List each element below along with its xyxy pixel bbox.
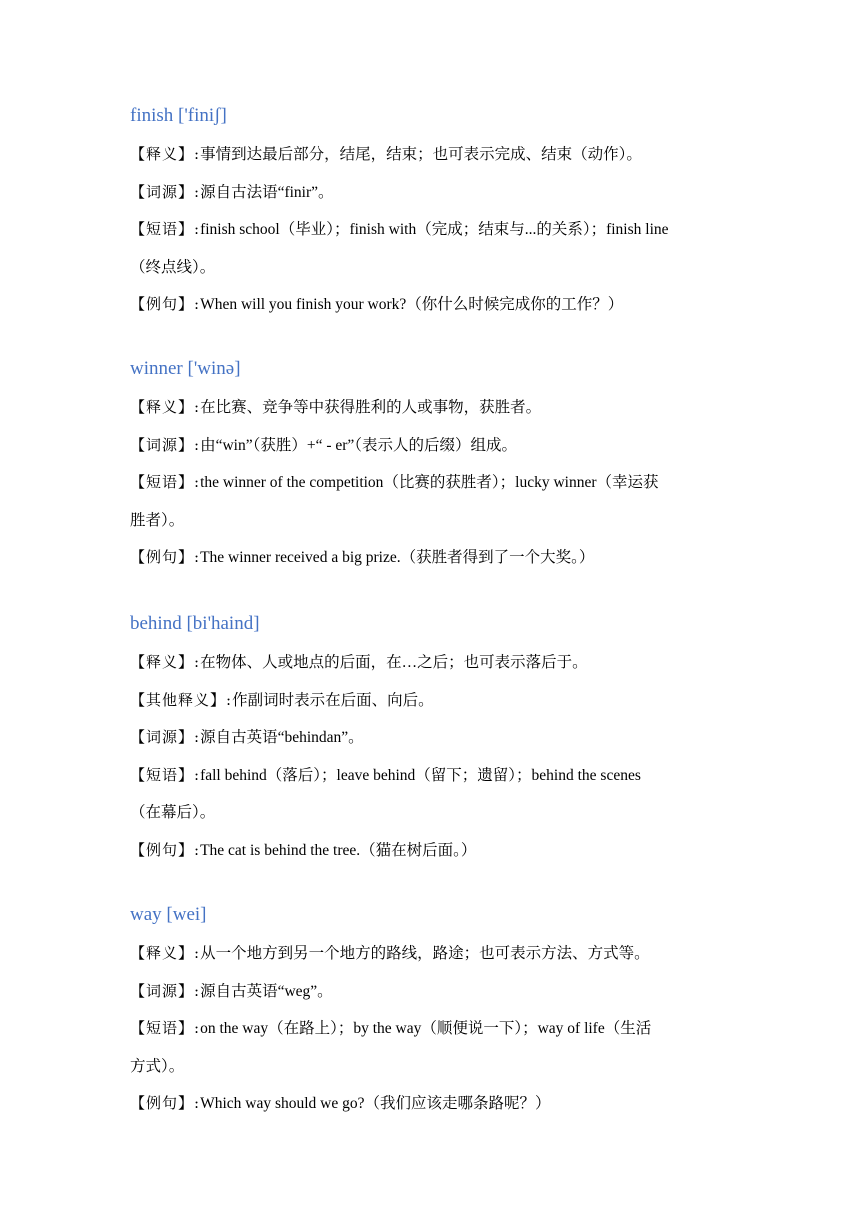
etymology-text: 源自古法语“finir”。	[200, 183, 334, 201]
label-phrases: 【短语】:	[130, 765, 201, 784]
headword: behind [bi'haind]	[130, 613, 260, 634]
label-example: 【例句】:	[130, 548, 201, 566]
etymology-text: 由“win”（获胜）+“ - er”（表示人的后缀）组成。	[200, 436, 518, 454]
definition-text: 事情到达最后部分，结尾，结束；也可表示完成、结束（动作）。	[200, 146, 642, 163]
definition-text: 在物体、人或地点的后面，在…之后；也可表示落后于。	[200, 654, 588, 671]
label-definition: 【释义】:	[130, 398, 201, 416]
phrases-line	[130, 211, 740, 249]
phrases-line-continued	[130, 1048, 740, 1086]
label-other-definition: 【其他释义】:	[130, 690, 233, 709]
label-example: 【例句】:	[130, 840, 201, 859]
example-text: The cat is behind the tree.（猫在树后面。）	[200, 841, 477, 859]
phrases-text-continued: 方式）。	[130, 1057, 185, 1075]
phrases-line-continued	[130, 249, 740, 287]
phrases-line	[130, 464, 740, 502]
phrases-text: finish school（毕业）；finish with（完成；结束与...的关系）；finish line	[200, 221, 669, 238]
example-text: Which way should we go?（我们应该走哪条路呢？）	[200, 1095, 551, 1112]
definition-text: 在比赛、竞争等中获得胜利的人或事物，获胜者。	[200, 399, 542, 416]
phrases-text: on the way（在路上）；by the way（顺便说一下）；way of life（生活	[200, 1020, 652, 1037]
definition-line	[130, 389, 740, 427]
phrases-line	[130, 757, 740, 795]
label-phrases: 【短语】:	[130, 220, 201, 238]
etymology-line	[130, 719, 740, 757]
label-definition: 【释义】:	[130, 653, 201, 671]
label-example: 【例句】:	[130, 1094, 201, 1112]
phrases-line	[130, 1010, 740, 1048]
example-line	[130, 539, 740, 577]
definition-text: 从一个地方到另一个地方的路线，路途；也可表示方法、方式等。	[200, 945, 650, 962]
phrases-line-continued	[130, 794, 740, 832]
entry-way	[130, 903, 740, 1123]
phrases-text-continued: 胜者）。	[130, 511, 185, 529]
example-text: When will you finish your work?（你什么时候完成你的工作？）	[200, 296, 624, 313]
definition-line	[130, 644, 740, 682]
etymology-text: 源自古英语“weg”。	[200, 982, 333, 1000]
headword: finish ['finiʃ]	[130, 105, 227, 126]
etymology-line	[130, 174, 740, 212]
other-definition-line	[130, 682, 740, 720]
example-line	[130, 832, 740, 870]
label-phrases: 【短语】:	[130, 1019, 201, 1037]
phrases-text: fall behind（落后）；leave behind（留下；遗留）；behind the scenes	[200, 766, 641, 784]
example-line	[130, 1085, 740, 1123]
example-text: The winner received a big prize.（获胜者得到了一个大奖。）	[200, 549, 595, 566]
label-definition: 【释义】:	[130, 944, 201, 962]
label-definition: 【释义】:	[130, 145, 201, 163]
entry-behind	[130, 612, 740, 869]
phrases-text-continued: （终点线）。	[130, 258, 216, 276]
example-line	[130, 286, 740, 324]
label-etymology: 【词源】:	[130, 728, 201, 746]
phrases-line-continued	[130, 502, 740, 540]
headword: way [wei]	[130, 904, 207, 925]
label-etymology: 【词源】:	[130, 182, 201, 201]
definition-line	[130, 935, 740, 973]
phrases-text: the winner of the competition（比赛的获胜者）；lucky winner（幸运获	[200, 474, 659, 491]
label-etymology: 【词源】:	[130, 435, 201, 454]
entry-finish	[130, 104, 740, 324]
headword: winner ['winə]	[130, 358, 241, 379]
label-example: 【例句】:	[130, 295, 201, 313]
etymology-line	[130, 427, 740, 465]
label-etymology: 【词源】:	[130, 981, 201, 1000]
etymology-line	[130, 973, 740, 1011]
etymology-text: 源自古英语“behindan”。	[200, 729, 364, 746]
definition-line	[130, 136, 740, 174]
other-definition-text: 作副词时表示在后面、向后。	[232, 691, 434, 709]
entry-winner	[130, 357, 740, 577]
phrases-text-continued: （在幕后）。	[130, 804, 216, 821]
label-phrases: 【短语】:	[130, 473, 201, 491]
